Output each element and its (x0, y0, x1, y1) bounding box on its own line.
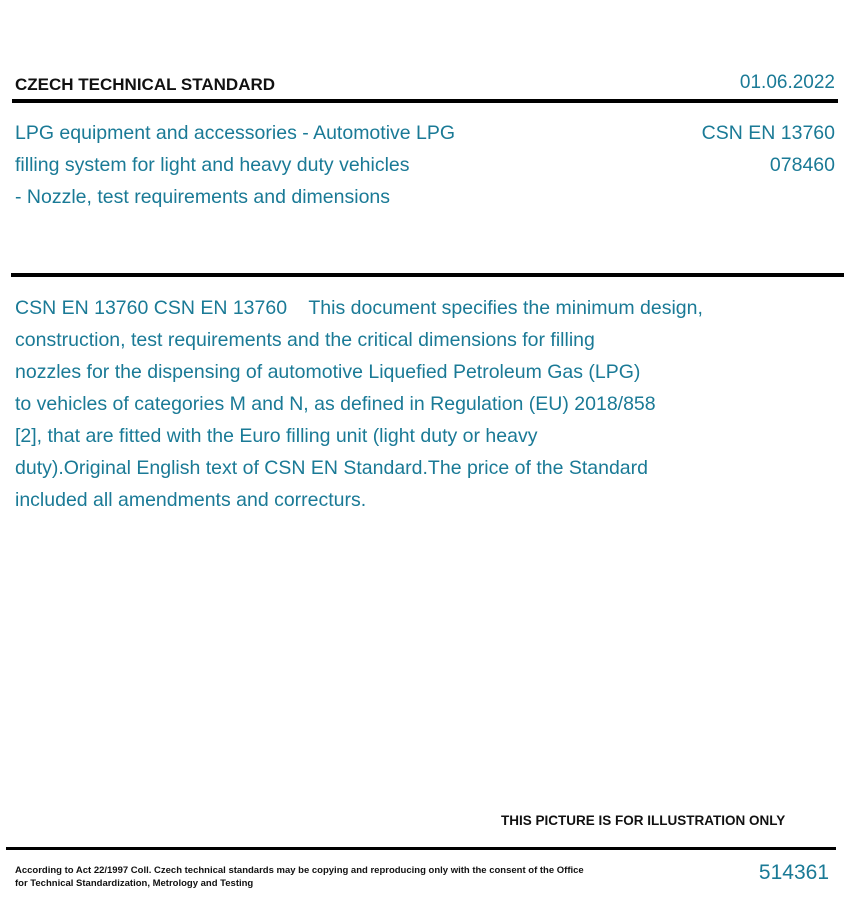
top-divider (12, 99, 838, 103)
document-type-heading: CZECH TECHNICAL STANDARD (15, 75, 276, 94)
description-line: [2], that are fitted with the Euro filling unit (light duty or heavy (15, 425, 538, 447)
standard-code: 078460 (769, 154, 835, 176)
title-line: LPG equipment and accessories - Automotive LPG (15, 122, 456, 144)
description-line: construction, test requirements and the critical dimensions for filling (15, 329, 595, 351)
document-id: 514361 (758, 861, 829, 884)
description-line: to vehicles of categories M and N, as defined in Regulation (EU) 2018/858 (15, 393, 656, 415)
description-line: CSN EN 13760 CSN EN 13760 This document specifies the minimum design, (15, 297, 703, 319)
title-line: filling system for light and heavy duty vehicles (15, 154, 410, 176)
standard-title (15, 117, 455, 213)
standard-description (15, 292, 703, 516)
legal-notice (15, 864, 584, 890)
description-line: included all amendments and correcturs. (15, 489, 367, 511)
illustration-disclaimer: THIS PICTURE IS FOR ILLUSTRATION ONLY (501, 813, 786, 828)
title-line: - Nozzle, test requirements and dimensions (15, 186, 391, 208)
middle-divider (11, 273, 844, 277)
description-line: nozzles for the dispensing of automotive Liquefied Petroleum Gas (LPG) (15, 361, 641, 383)
publication-date: 01.06.2022 (739, 72, 835, 93)
bottom-divider (6, 847, 836, 850)
standard-number: CSN EN 13760 (701, 122, 835, 144)
legal-line: for Technical Standardization, Metrology and Testing (15, 878, 254, 889)
legal-line: According to Act 22/1997 Coll. Czech technical standards may be copying and reproducing only with the consent of the Office (15, 865, 584, 876)
description-line: duty).Original English text of CSN EN Standard.The price of the Standard (15, 457, 648, 479)
